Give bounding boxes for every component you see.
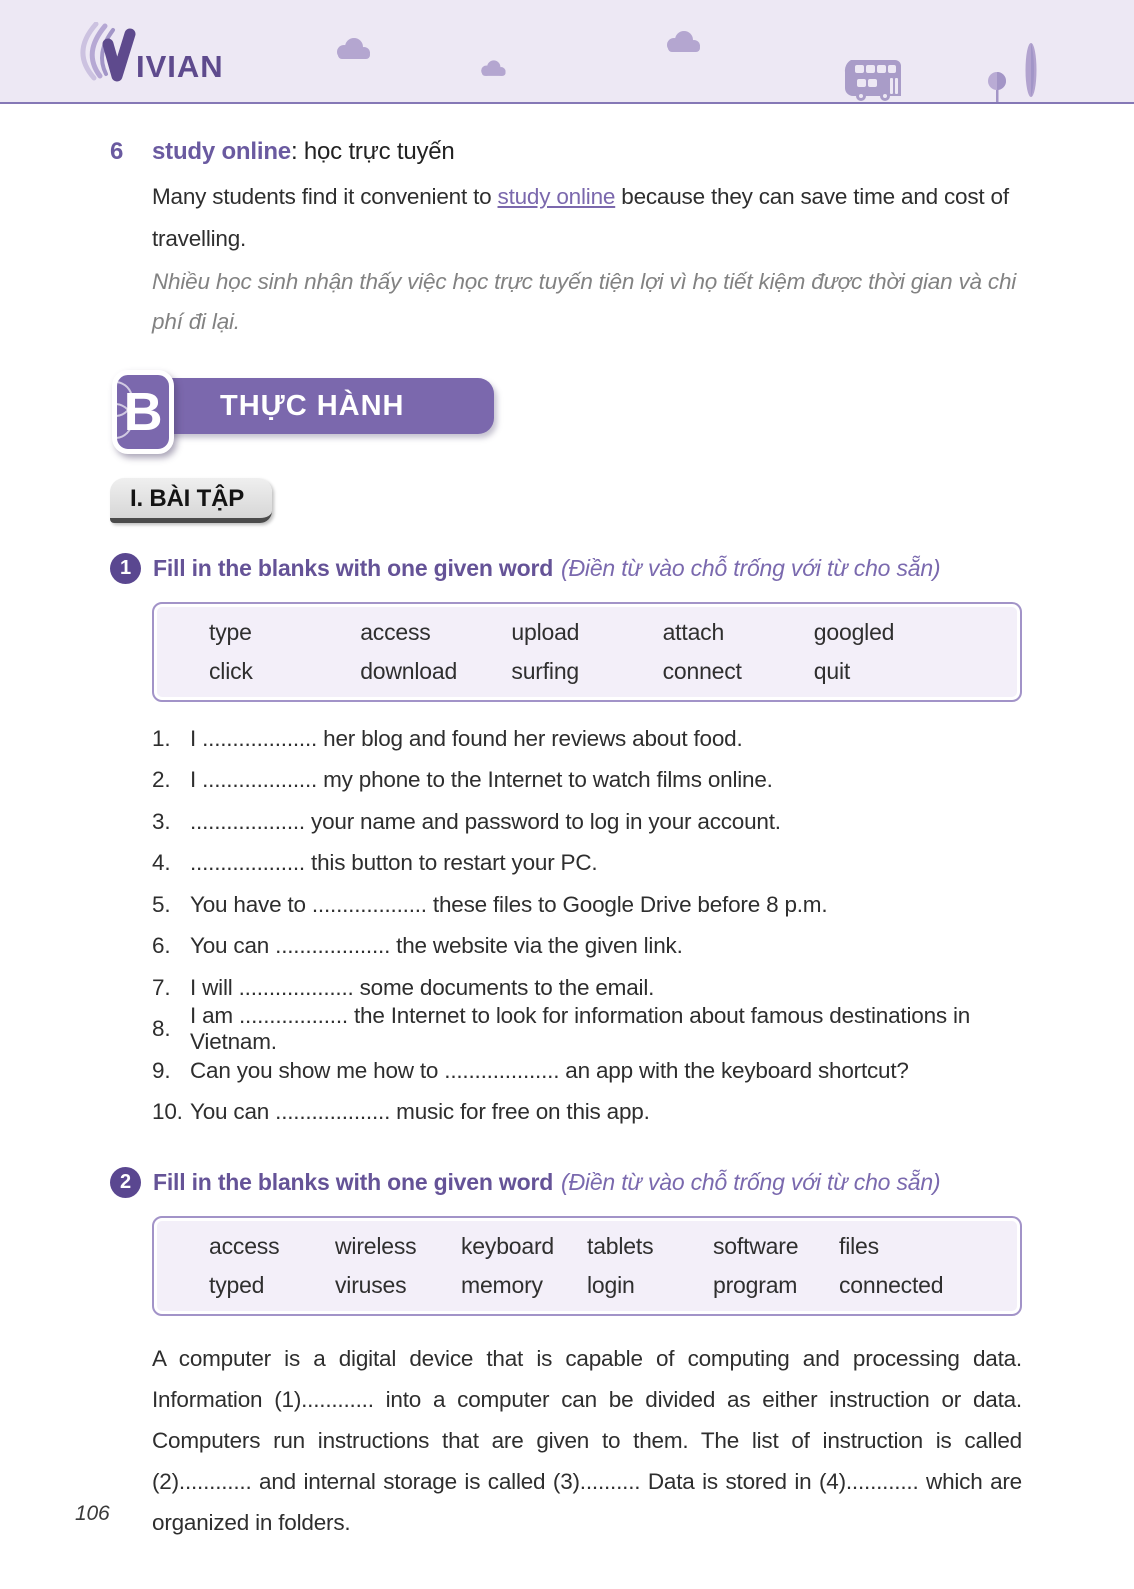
word-bank-2-grid bbox=[209, 1230, 965, 1302]
word-bank-word: login bbox=[587, 1272, 635, 1298]
logo-text: IVIAN bbox=[136, 49, 224, 84]
section-title-bar bbox=[142, 378, 494, 434]
section-letter-badge bbox=[112, 370, 174, 454]
item-number: 2. bbox=[152, 767, 171, 793]
page-content bbox=[0, 104, 1134, 1543]
list-item bbox=[152, 884, 1022, 926]
word-bank-word: typed bbox=[209, 1272, 265, 1298]
word-bank-word: quit bbox=[813, 658, 851, 684]
word-bank-1 bbox=[152, 602, 1022, 702]
word-bank-word: connect bbox=[662, 658, 742, 684]
exercise-1-items bbox=[152, 718, 1022, 1133]
item-text: I ................... her blog and found her reviews about food. bbox=[190, 725, 743, 751]
list-item bbox=[152, 718, 1022, 760]
item-number: 10. bbox=[152, 1099, 183, 1125]
item-text: I will ................... some documents to the email. bbox=[190, 974, 655, 1000]
word-bank-word: memory bbox=[461, 1272, 543, 1298]
vivian-logo-icon bbox=[72, 22, 252, 84]
item-number: 3. bbox=[152, 808, 171, 834]
item-number: 7. bbox=[152, 974, 171, 1000]
word-bank-word: type bbox=[209, 619, 252, 645]
item-number: 9. bbox=[152, 1057, 171, 1083]
word-bank-word: googled bbox=[813, 619, 895, 645]
item-text: ................... your name and password to log in your account. bbox=[190, 808, 781, 834]
item-number: 5. bbox=[152, 891, 171, 917]
item-text: Can you show me how to ................... an app with the keyboard shortcut? bbox=[190, 1057, 909, 1083]
vocab-entry bbox=[110, 138, 1022, 166]
item-text: You have to ................... these files to Google Drive before 8 p.m. bbox=[190, 891, 828, 917]
cloud-icon bbox=[660, 31, 706, 53]
item-number: 6. bbox=[152, 933, 171, 959]
subsection-title: I. BÀI TẬP bbox=[110, 478, 272, 523]
item-number: 1. bbox=[152, 725, 171, 751]
list-item bbox=[152, 1092, 1022, 1134]
word-bank-word: files bbox=[839, 1233, 879, 1259]
item-text: I am .................. the Internet to look for information about famous destinations in Vietnam. bbox=[190, 1003, 971, 1055]
exercise-1-number-badge: 1 bbox=[110, 553, 141, 584]
study-online-underlined: study online bbox=[497, 184, 616, 209]
example-suffix: because they can save time and cost of travelling. bbox=[152, 184, 1009, 251]
page-number: 106 bbox=[75, 1502, 110, 1525]
section-title: THỰC HÀNH bbox=[220, 389, 405, 422]
word-bank-word: tablets bbox=[587, 1233, 654, 1259]
word-bank-word: connected bbox=[839, 1272, 944, 1298]
cloud-icon bbox=[330, 38, 376, 60]
word-bank-word: viruses bbox=[335, 1272, 407, 1298]
item-number: 8. bbox=[152, 1016, 171, 1042]
vocab-translation: Nhiều học sinh nhận thấy việc học trực tuyến tiện lợi vì họ tiết kiệm được thời gian và chi phí đi lại. bbox=[152, 269, 1017, 334]
word-bank-word: access bbox=[360, 619, 431, 645]
exercise-1-heading bbox=[110, 553, 1022, 584]
item-text: ................... this button to restart your PC. bbox=[190, 850, 598, 876]
exercise-2-number-badge: 2 bbox=[110, 1167, 141, 1198]
cypress-tree-icon bbox=[1024, 42, 1038, 102]
round-tree-icon bbox=[986, 70, 1008, 102]
example-prefix: Many students find it convenient to bbox=[152, 184, 498, 209]
item-text: I ................... my phone to the Internet to watch films online. bbox=[190, 767, 773, 793]
vocab-number: 6 bbox=[110, 138, 124, 165]
vivian-logo bbox=[72, 22, 252, 89]
exercise-1-subtitle: (Điền từ vào chỗ trống với từ cho sẵn) bbox=[561, 555, 941, 581]
word-bank-word: software bbox=[713, 1233, 799, 1259]
vocab-term: study online bbox=[152, 138, 291, 165]
word-bank-word: surfing bbox=[511, 658, 580, 684]
exercise-2-title: Fill in the blanks with one given word bbox=[153, 1169, 554, 1195]
exercise-1-title: Fill in the blanks with one given word bbox=[153, 555, 554, 581]
exercise-2-subtitle: (Điền từ vào chỗ trống với từ cho sẵn) bbox=[561, 1169, 941, 1195]
list-item bbox=[152, 801, 1022, 843]
list-item bbox=[152, 1050, 1022, 1092]
list-item bbox=[152, 760, 1022, 802]
cloud-icon bbox=[476, 60, 510, 77]
exercise-2-paragraph: A computer is a digital device that is capable of computing and processing data. Information (1)............ into a computer can be divided as either instruction or data. Computers run instructions that are given to them. The list of instruction is called (2)............ and internal storage is called (3).......... Data is stored in (4)............ which are organized in folders. bbox=[152, 1346, 1022, 1535]
list-item bbox=[152, 843, 1022, 885]
exercise-2-heading bbox=[110, 1167, 1022, 1198]
word-bank-word: attach bbox=[662, 619, 725, 645]
bus-icon bbox=[843, 58, 905, 102]
word-bank-word: program bbox=[713, 1272, 798, 1298]
item-text: You can ................... music for free on this app. bbox=[190, 1099, 650, 1125]
item-text: You can ................... the website via the given link. bbox=[190, 933, 683, 959]
vocab-definition: : học trực tuyến bbox=[290, 138, 455, 165]
list-item bbox=[152, 1003, 1022, 1055]
word-bank-word: access bbox=[209, 1233, 280, 1259]
section-b-banner bbox=[112, 370, 452, 456]
word-bank-1-grid bbox=[209, 616, 965, 688]
word-bank-word: keyboard bbox=[461, 1233, 555, 1259]
word-bank-word: click bbox=[209, 658, 253, 684]
section-letter: B bbox=[123, 382, 163, 442]
word-bank-word: wireless bbox=[335, 1233, 417, 1259]
vocab-example-sentence bbox=[152, 176, 1022, 260]
word-bank-word: download bbox=[360, 658, 458, 684]
page-header bbox=[0, 0, 1134, 104]
word-bank-word: upload bbox=[511, 619, 580, 645]
list-item bbox=[152, 926, 1022, 968]
word-bank-2 bbox=[152, 1216, 1022, 1316]
item-number: 4. bbox=[152, 850, 171, 876]
